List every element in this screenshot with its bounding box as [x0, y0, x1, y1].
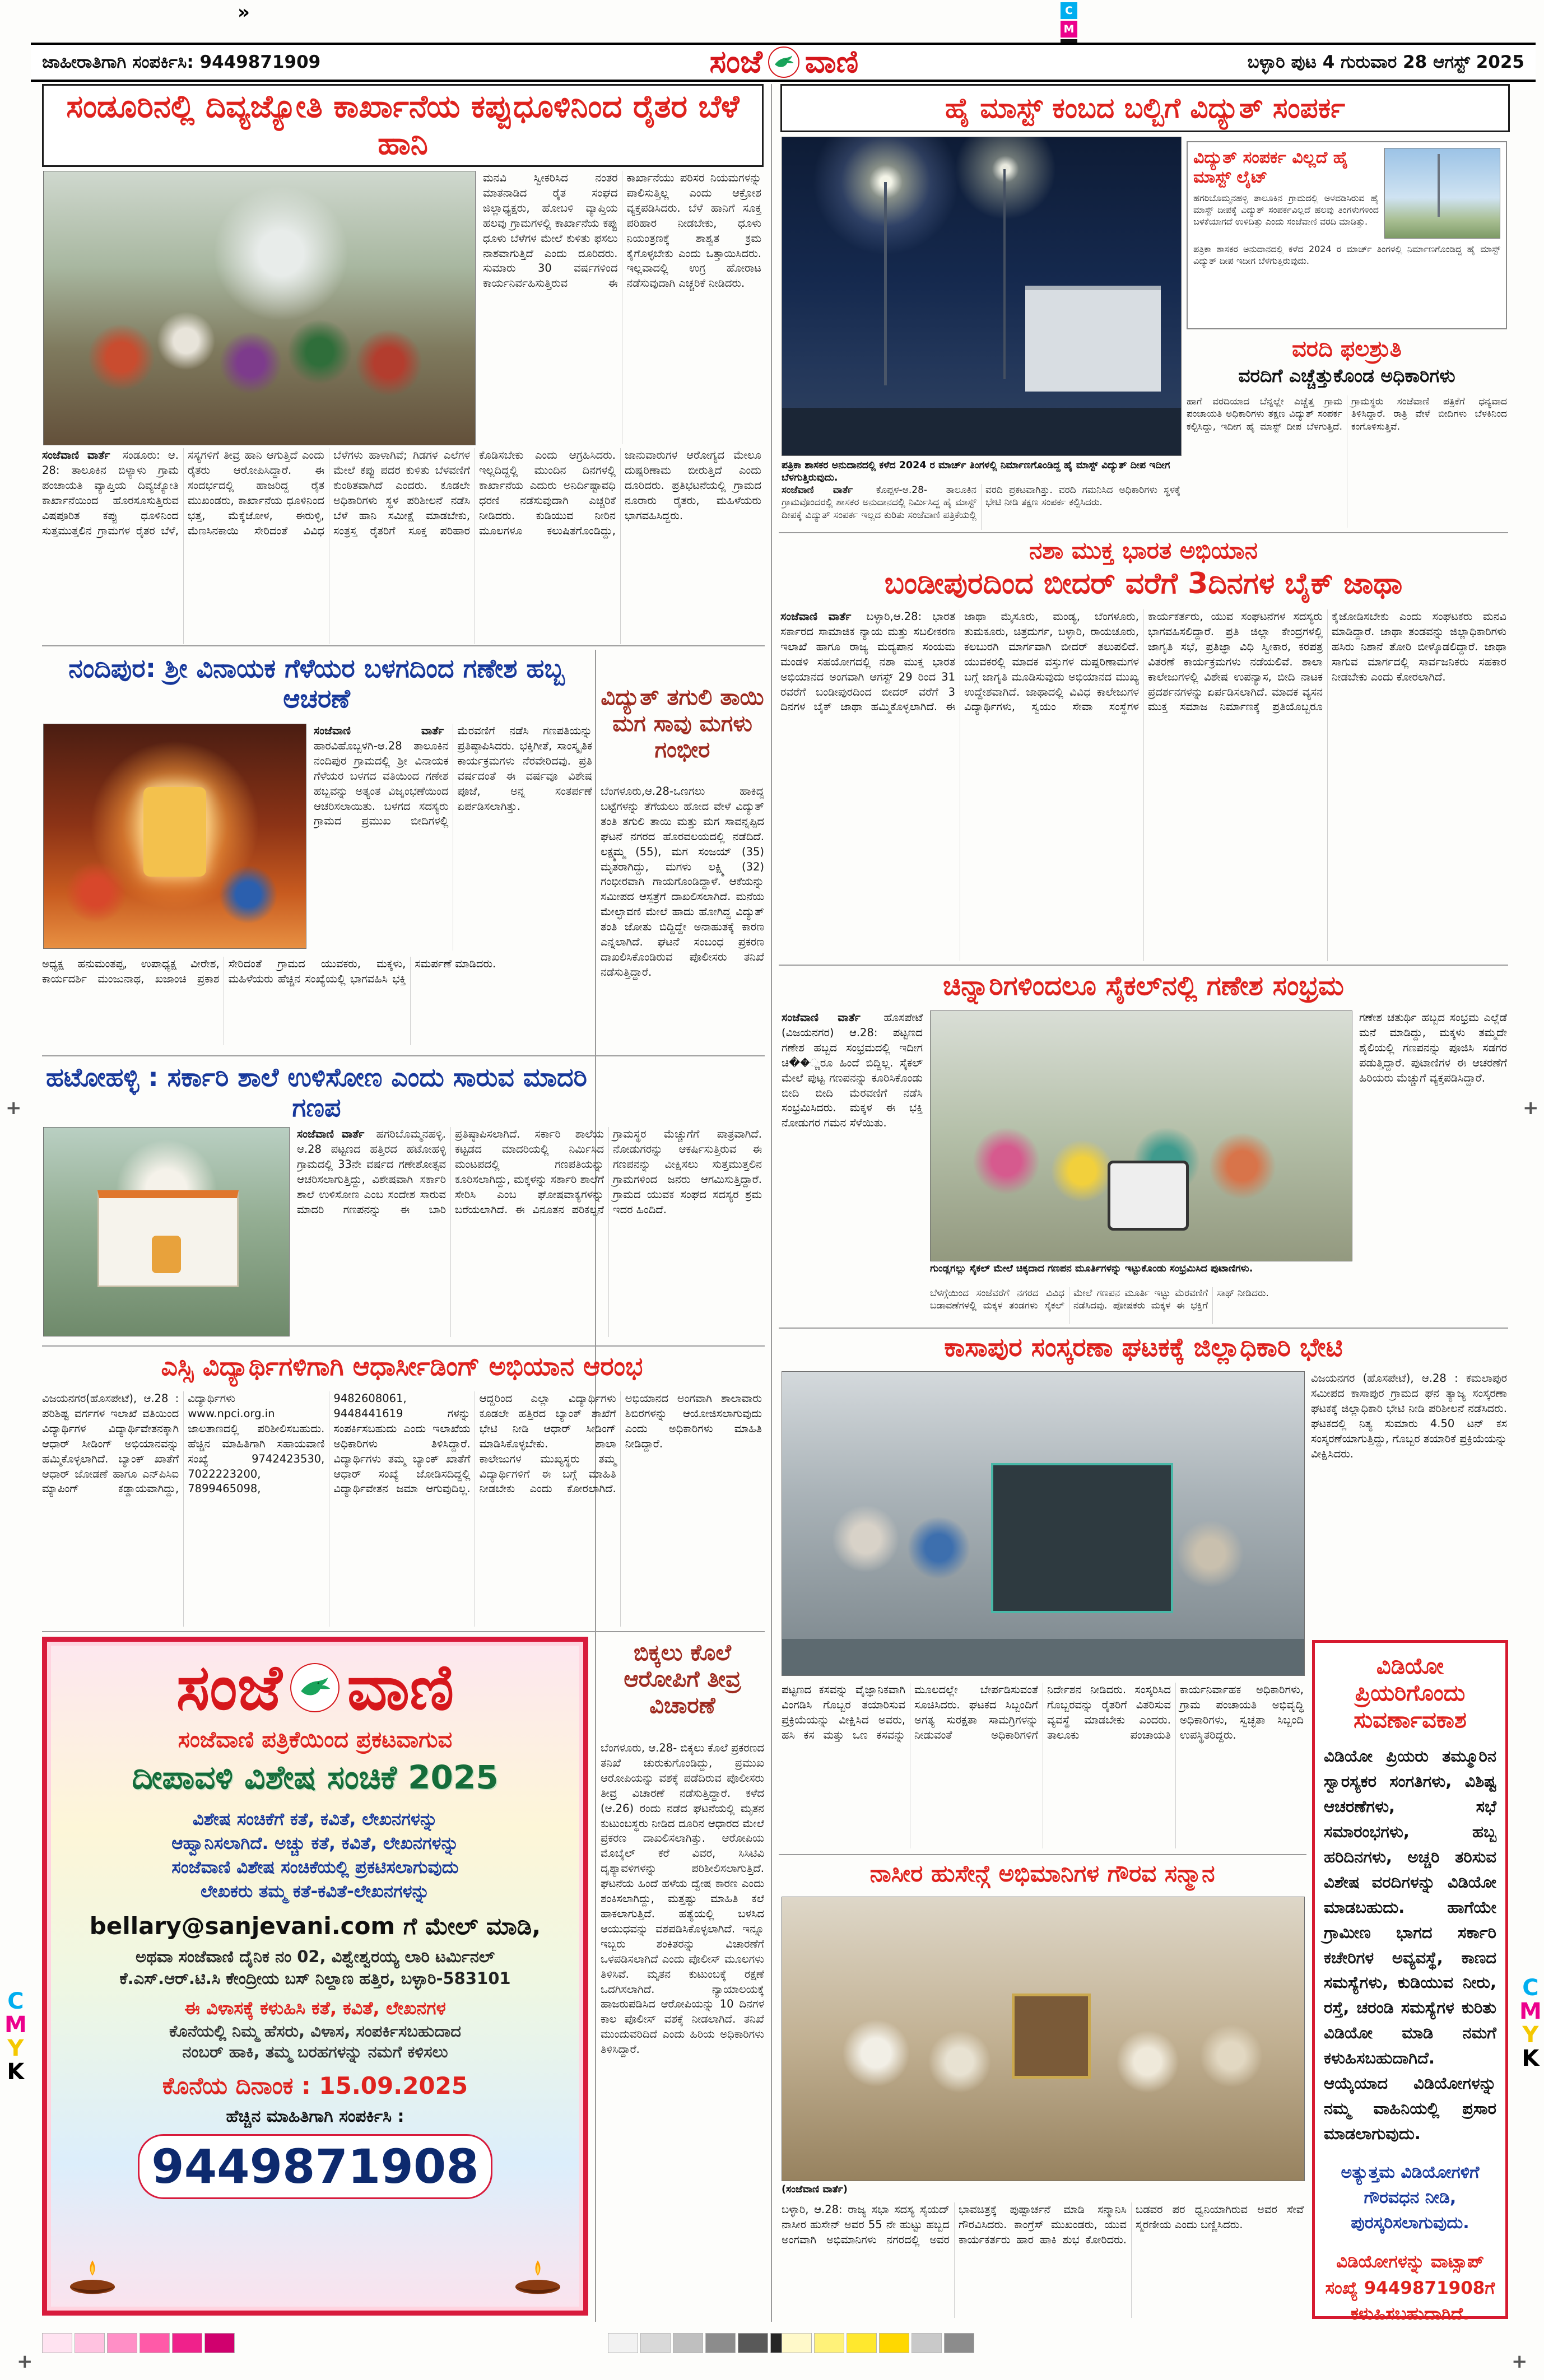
- ad-line: ಆಹ್ವಾನಿಸಲಾಗಿದೆ. ಅಚ್ಚು ಕತೆ, ಕವಿತೆ, ಲೇಖನಗಳನ್ನು: [171, 1833, 459, 1853]
- article-text: ಅಧ್ಯಕ್ಷ ಹನುಮಂತಪ್ಪ, ಉಪಾಧ್ಯಕ್ಷ ವೀರೇಶ, ಕಾರ್ಯದರ್ಶಿ ಮಂಜುನಾಥ, ಖಜಾಂಚಿ ಪ್ರಕಾಶ ಸೇರಿದಂತೆ ಗ್ರಾಮದ ಯುವಕರು, ಮಕ್ಕಳು, ಮಹಿಳೆಯರು ಹೆಚ್ಚಿನ ಸಂಖ್ಯೆಯಲ್ಲಿ ಭಾಗವಹಿಸಿ ಭಕ್ತಿ ಸಮರ್ಪಣೆ ಮಾಡಿದರು.: [42, 957, 496, 985]
- ad-text: ಅತ್ಯುತ್ತಮ ವಿಡಿಯೋಗಳಿಗೆ ಗೌರವಧನ ನೀಡಿ, ಪುರಸ್ಕರಿಸಲಾಗುವುದು.: [1341, 2163, 1480, 2233]
- diya-lamp-icon: [507, 2251, 569, 2299]
- registration-mark: +: [17, 2350, 33, 2373]
- article-text: ಬೆಂಗಳೂರು, ಆ.28- ಬಿಕ್ಕಲು ಕೊಲೆ ಪ್ರಕರಣದ ತನಿಖೆ ಚುರುಕುಗೊಂಡಿದ್ದು, ಪ್ರಮುಖ ಆರೋಪಿಯನ್ನು ವಶಕ್ಕೆ ಪಡೆದಿರುವ ಪೊಲೀಸರು ತೀವ್ರ ವಿಚಾರಣೆ ನಡೆಸುತ್ತಿದ್ದಾರೆ. ಕಳೆದ (ಆ.26) ರಂದು ನಡೆದ ಘಟನೆಯಲ್ಲಿ ಮೃತನ ಕುಟುಂಬಸ್ಥರು ನೀಡಿದ ದೂರಿನ ಆಧಾರದ ಮೇಲೆ ಪ್ರಕರಣ ದಾಖಲಿಸಲಾಗಿತ್ತು. ಆರೋಪಿಯ ಮೊಬೈಲ್ ಕರೆ ವಿವರ, ಸಿಸಿಟಿವಿ ದೃಶ್ಯಾವಳಿಗಳನ್ನು ಪರಿಶೀಲಿಸಲಾಗುತ್ತಿದೆ. ಘಟನೆಯ ಹಿಂದೆ ಹಳೆಯ ದ್ವೇಷ ಕಾರಣ ಎಂದು ಶಂಕಿಸಲಾಗಿದ್ದು, ಮತ್ತಷ್ಟು ಮಾಹಿತಿ ಕಲೆ ಹಾಕಲಾಗುತ್ತಿದೆ. ಹತ್ಯೆಯಲ್ಲಿ ಬಳಸಿದ ಆಯುಧವನ್ನು ವಶಪಡಿಸಿಕೊಳ್ಳಲಾಗಿದೆ. ಇನ್ನೂ ಇಬ್ಬರು ಶಂಕಿತರನ್ನು ವಿಚಾರಣೆಗೆ ಒಳಪಡಿಸಲಾಗಿದೆ ಎಂದು ಪೊಲೀಸ್ ಮೂಲಗಳು ತಿಳಿಸಿವೆ. ಮೃತನ ಕುಟುಂಬಕ್ಕೆ ರಕ್ಷಣೆ ಒದಗಿಸಲಾಗಿದೆ. ನ್ಯಾಯಾಲಯಕ್ಕೆ ಹಾಜರುಪಡಿಸಿದ ಆರೋಪಿಯನ್ನು 10 ದಿನಗಳ ಕಾಲ ಪೊಲೀಸ್ ವಶಕ್ಕೆ ನೀಡಲಾಗಿದೆ. ತನಿಖೆ ಮುಂದುವರಿದಿದೆ ಎಂದು ಹಿರಿಯ ಅಧಿಕಾರಿಗಳು ತಿಳಿಸಿದ್ದಾರೆ.: [601, 1741, 764, 2056]
- advert-contact: ಜಾಹೀರಾತಿಗಾಗಿ ಸಂಪರ್ಕಿಸಿ: 9449871909: [42, 52, 321, 72]
- article-body: [42, 1391, 762, 1627]
- mast-pole: [1003, 169, 1006, 379]
- cyan-mark: C: [1522, 1975, 1539, 2001]
- mast-pole: [1438, 154, 1440, 217]
- inset-text: ಹಗರಿಬೊಮ್ಮನಹಳ್ಳಿ ತಾಲೂಕಿನ ಗ್ರಾಮದಲ್ಲಿ ಅಳವಡಿಸಿರುವ ಹೈ ಮಾಸ್ಟ್ ದೀಪಕ್ಕೆ ವಿದ್ಯುತ್ ಸಂಪರ್ಕವಿಲ್ಲದೆ ಹಲವು ತಿಂಗಳುಗಳಿಂದ ಬಳಕೆಯಾಗದೆ ಉಳಿದಿತ್ತು ಎಂದು ಸಂಜೆವಾಣಿ ವರದಿ ಮಾಡಿತ್ತು.: [1193, 192, 1379, 227]
- article-text: ಪಟ್ಟಣದ ಕಸವನ್ನು ವೈಜ್ಞಾನಿಕವಾಗಿ ವಿಂಗಡಿಸಿ ಗೊಬ್ಬರ ತಯಾರಿಸುವ ಪ್ರಕ್ರಿಯೆಯನ್ನು ವೀಕ್ಷಿಸಿದ ಅವರು, ಹಸಿ ಕಸ ಮತ್ತು ಒಣ ಕಸವನ್ನು ಮೂಲದಲ್ಲೇ ಬೇರ್ಪಡಿಸುವಂತೆ ಸೂಚಿಸಿದರು. ಘಟಕದ ಸಿಬ್ಬಂದಿಗೆ ಅಗತ್ಯ ಸುರಕ್ಷತಾ ಸಾಮಗ್ರಿಗಳನ್ನು ನೀಡುವಂತೆ ಅಧಿಕಾರಿಗಳಿಗೆ ನಿರ್ದೇಶನ ನೀಡಿದರು. ಸಂಸ್ಕರಿಸಿದ ಗೊಬ್ಬರವನ್ನು ರೈತರಿಗೆ ವಿತರಿಸುವ ವ್ಯವಸ್ಥೆ ಮಾಡಬೇಕು ಎಂದರು. ತಾಲೂಕು ಪಂಚಾಯತಿ ಕಾರ್ಯನಿರ್ವಾಹಕ ಅಧಿಕಾರಿಗಳು, ಗ್ರಾಮ ಪಂಚಾಯತಿ ಅಭಿವೃದ್ಧಿ ಅಧಿಕಾರಿಗಳು, ಸ್ವಚ್ಛತಾ ಸಿಬ್ಬಂದಿ ಉಪಸ್ಥಿತರಿದ್ದರು.: [782, 1683, 1304, 1741]
- article-body: [42, 957, 592, 1045]
- ad-line: ದೀಪಾವಳಿ ವಿಶೇಷ ಸಂಚಿಕೆ 2025: [132, 1758, 499, 1796]
- article-headline: ನಶಾ ಮುಕ್ತ ಭಾರತ ಅಭಿಯಾನ: [1029, 537, 1258, 564]
- photo-caption: ಗುಂಡ್ಲಗಲ್ಲು ಸೈಕಲ್ ಮೇಲೆ ಚಿಕ್ಕದಾದ ಗಣಪನ ಮೂರ್ತಿಗಳನ್ನು ಇಟ್ಟುಕೊಂಡು ಸಂಭ್ರಮಿಸಿದ ಪುಟಾಣಿಗಳು.: [930, 1263, 1253, 1274]
- article-headline: ವಿದ್ಯುತ್ ತಗುಲಿ ತಾಯಿ ಮಗ ಸಾವು ಮಗಳು ಗಂಭೀರ: [601, 684, 764, 763]
- black-mark: K: [7, 2059, 25, 2085]
- article-headline: ಎಸ್ಸಿ ವಿದ್ಯಾರ್ಥಿಗಳಿಗಾಗಿ ಆಧಾರ್ಸೀಡಿಂಗ್ ಅಭಿಯಾನ ಆರಂಭ: [161, 1351, 643, 1381]
- article-headline: ಕಾಸಾಪುರ ಸಂಸ್ಕರಣಾ ಘಟಕಕ್ಕೆ ಜಿಲ್ಲಾಧಿಕಾರಿ ಭೇಟಿ: [944, 1332, 1343, 1362]
- result-kicker: ವರದಿ ಫಲಶ್ರುತಿ: [1292, 336, 1402, 362]
- article-text: ಬೆಳಗ್ಗೆಯಿಂದ ಸಂಜೆವರೆಗೆ ನಗರದ ವಿವಿಧ ಬಡಾವಣೆಗಳಲ್ಲಿ ಮಕ್ಕಳ ತಂಡಗಳು ಸೈಕಲ್ ಮೇಲೆ ಗಣಪನ ಮೂರ್ತಿ ಇಟ್ಟು ಮೆರವಣಿಗೆ ನಡೆಸಿದವು. ಪೋಷಕರು ಮಕ್ಕಳ ಈ ಭಕ್ತಿಗೆ ಸಾಥ್ ನೀಡಿದರು.: [930, 1288, 1269, 1312]
- edition-line: ಬಳ್ಳಾರಿ ಪುಟ 4 ಗುರುವಾರ 28 ಆಗಸ್ಟ್ 2025: [1247, 52, 1524, 72]
- dateline: ಸಂಜೆವಾಣಿ ವಾರ್ತೆ: [42, 449, 110, 462]
- magenta-patch: M: [1061, 21, 1077, 38]
- ad-line: ಸಂಜೆವಾಣಿ ಪತ್ರಿಕೆಯಿಂದ ಪ್ರಕಟವಾಗುವ: [178, 1727, 453, 1753]
- himast-night-photo: [782, 137, 1182, 456]
- ad-text: ವಿಡಿಯೋ ಪ್ರಿಯರು ತಮ್ಮೂರಿನ ಸ್ವಾರಸ್ಯಕರ ಸಂಗತಿಗಳು, ವಿಶಿಷ್ಟ ಆಚರಣೆಗಳು, ಸಭೆ ಸಮಾರಂಭಗಳು, ಹಬ್ಬ ಹರಿದಿನಗಳು, ಅಚ್ಚರಿ ತರಿಸುವ ವಿಶೇಷ ವರದಿಗಳನ್ನು ವಿಡಿಯೋ ಮಾಡಬಹುದು. ಹಾಗೆಯೇ ಗ್ರಾಮೀಣ ಭಾಗದ ಸರ್ಕಾರಿ ಕಚೇರಿಗಳ ಅವ್ಯವಸ್ಥೆ, ಕಾಣದ ಸಮಸ್ಯೆಗಳು, ಕುಡಿಯುವ ನೀರು, ರಸ್ತೆ, ಚರಂಡಿ ಸಮಸ್ಯೆಗಳ ಕುರಿತು ವಿಡಿಯೋ ಮಾಡಿ ನಮಗೆ ಕಳುಹಿಸಬಹುದಾಗಿದೆ. ಆಯ್ಕೆಯಾದ ವಿಡಿಯೋಗಳನ್ನು ನಮ್ಮ ವಾಹಿನಿಯಲ್ಲಿ ಪ್ರಸಾರ ಮಾಡಲಾಗುವುದು.: [1324, 1746, 1496, 2144]
- dateline: ಸಂಜೆವಾಣಿ ವಾರ್ತೆ: [314, 724, 444, 737]
- cmyk-ladder-right: [1519, 1976, 1542, 2070]
- registration-mark: +: [6, 1097, 22, 1119]
- photo-caption: (ಸಂಜೆವಾಣಿ ವಾರ್ತೆ): [782, 2184, 848, 2195]
- cycle: [1108, 1161, 1189, 1231]
- article-text: ಹಾಗೆ ವರದಿಯಾದ ಬೆನ್ನಲ್ಲೇ ಎಚ್ಚೆತ್ತ ಗ್ರಾಮ ಪಂಚಾಯತಿ ಅಧಿಕಾರಿಗಳು ತಕ್ಷಣ ವಿದ್ಯುತ್ ಸಂಪರ್ಕ ಕಲ್ಪಿಸಿದ್ದು, ಇದೀಗ ಹೈ ಮಾಸ್ಟ್ ದೀಪ ಬೆಳಗುತ್ತಿದೆ. ಗ್ರಾಮಸ್ಥರು ಸಂಜೆವಾಣಿ ಪತ್ರಿಕೆಗೆ ಧನ್ಯವಾದ ತಿಳಿಸಿದ್ದಾರೆ. ರಾತ್ರಿ ವೇಳೆ ಬೀದಿಗಳು ಬೆಳಕಿನಿಂದ ಕಂಗೊಳಿಸುತ್ತಿವೆ.: [1187, 396, 1507, 432]
- yellow-mark: Y: [7, 2036, 24, 2061]
- ad-brand-left: ಸಂಜೆ: [176, 1651, 282, 1724]
- article-sandur-headline-box: [42, 84, 764, 167]
- divider: [42, 645, 765, 646]
- ad-title: ಸುವರ್ಣಾವಕಾಶ: [1354, 1707, 1467, 1733]
- sandur-protest-photo: [43, 171, 476, 445]
- ad-address: ಅಥವಾ ಸಂಜೆವಾಣಿ ದೈನಿಕ ನಂ 02, ವಿಶ್ವೇಶ್ವರಯ್ಯ ಲಾರಿ ಟರ್ಮಿನಲ್: [135, 1947, 495, 1966]
- ad-title: ವಿಡಿಯೋ ಪ್ರಿಯರಿಗೊಂದು: [1355, 1654, 1466, 1706]
- diya-lamp-icon: [62, 2251, 123, 2299]
- article-body: [601, 1741, 764, 2318]
- article-body: [297, 1127, 762, 1337]
- ad-line: ನಂಬರ್ ಹಾಕಿ, ತಮ್ಮ ಬರಹಗಳನ್ನು ನಮಗೆ ಕಳಿಸಲು: [182, 2042, 448, 2061]
- cycle-kids-photo: [930, 1010, 1352, 1261]
- registration-mark: +: [1523, 1097, 1539, 1119]
- ad-text: ವಿಡಿಯೋಗಳನ್ನು ವಾಟ್ಸಾಪ್ ಸಂಖ್ಯೆ 9449871908ಗೆ ಕಳುಹಿಸಬಹುದಾಗಿದೆ.: [1325, 2252, 1495, 2324]
- ad-line: ಸಂಜೆವಾಣಿ ವಿಶೇಷ ಸಂಚಿಕೆಯಲ್ಲಿ ಪ್ರಕಟಿಸಲಾಗುವುದು: [171, 1857, 459, 1878]
- article-body: [42, 448, 761, 644]
- ad-line: ಕೊನೆಯಲ್ಲಿ ನಿಮ್ಮ ಹೆಸರು, ವಿಳಾಸ, ಸಂಪರ್ಕಿಸಬಹುದಾದ: [169, 2022, 461, 2041]
- article-text: ಗಣೇಶ ಚತುರ್ಥಿ ಹಬ್ಬದ ಸಂಭ್ರಮ ಎಲ್ಲೆಡೆ ಮನೆ ಮಾಡಿದ್ದು, ಮಕ್ಕಳು ತಮ್ಮದೇ ಶೈಲಿಯಲ್ಲಿ ಗಣಪನನ್ನು ಪೂಜಿಸಿ ಸಡಗರ ಪಡುತ್ತಿದ್ದಾರೆ. ಪುಟಾಣಿಗಳ ಈ ಆಚರಣೆಗೆ ಹಿರಿಯರು ಮೆಚ್ಚುಗೆ ವ್ಯಕ್ತಪಡಿಸಿದ್ದಾರೆ.: [1359, 1011, 1507, 1084]
- nandipura-ganesha-photo: [43, 724, 306, 949]
- ground: [782, 408, 1181, 455]
- article-body: [483, 171, 761, 444]
- divider: [42, 1055, 765, 1056]
- article-body: [930, 1287, 1351, 1324]
- dateline: ಸಂಜೆವಾಣಿ ವಾರ್ತೆ: [782, 485, 853, 496]
- inset-headline: ವಿದ್ಯುತ್ ಸಂಪರ್ಕ ವಿಲ್ಲದೆ ಹೈ ಮಾಸ್ಟ್ ಲೈಟ್: [1193, 148, 1348, 188]
- ad-line: ಲೇಖಕರು ತಮ್ಮ ಕತೆ-ಕವಿತೆ-ಲೇಖನಗಳನ್ನು: [201, 1881, 430, 1902]
- divider: [779, 532, 1508, 533]
- calibration-strip-magenta: [42, 2333, 235, 2353]
- divider: [771, 84, 772, 2322]
- ground: [782, 1639, 1304, 1675]
- article-body: [1311, 1371, 1507, 1630]
- divider: [779, 1328, 1508, 1329]
- article-body: [780, 609, 1506, 961]
- photo-caption: ಪತ್ರಿಕಾ ಶಾಸಕರ ಅನುದಾನದಲ್ಲಿ ಕಳೆದ 2024 ರ ಮಾರ್ಚ್ ತಿಂಗಳಲ್ಲಿ ನಿರ್ಮಾಣಗೊಂಡಿದ್ದ ಹೈ ಮಾಸ್ಟ್ ವಿದ್ಯುತ್ ದೀಪ ಇದೀಗ ಬೆಳಗುತ್ತಿರುವುದು.: [782, 460, 1170, 484]
- himast-earlier-report-inset: [1187, 141, 1507, 329]
- calibration-strip-gray: [608, 2333, 801, 2353]
- article-body: [782, 1010, 923, 1323]
- divider: [779, 1854, 1306, 1855]
- article-text: ವಿಜಯನಗರ (ಹೊಸಪೇಟೆ), ಆ.28 : ಕಮಲಾಪುರ ಸಮೀಪದ ಕಾಸಾಪುರ ಗ್ರಾಮದ ಘನ ತ್ಯಾಜ್ಯ ಸಂಸ್ಕರಣಾ ಘಟಕಕ್ಕೆ ಜಿಲ್ಲಾಧಿಕಾರಿ ಭೇಟಿ ನೀಡಿ ಪರಿಶೀಲನೆ ನಡೆಸಿದರು. ಘಟಕದಲ್ಲಿ ನಿತ್ಯ ಸುಮಾರು 4.50 ಟನ್ ಕಸ ಸಂಸ್ಕರಣೆಯಾಗುತ್ತಿದ್ದು, ಗೊಬ್ಬರ ತಯಾರಿಕೆ ಪ್ರಕ್ರಿಯೆಯನ್ನು ವೀಕ್ಷಿಸಿದರು.: [1311, 1372, 1507, 1460]
- article-text: ಹಾರವಿಹೊಬ್ಬಳಗಿ-ಆ.28 ತಾಲೂಕಿನ ನಂದಿಪುರ ಗ್ರಾಮದಲ್ಲಿ ಶ್ರೀ ವಿನಾಯಕ ಗೆಳೆಯರ ಬಳಗದ ವತಿಯಿಂದ ಗಣೇಶ ಹಬ್ಬವನ್ನು ಅತ್ಯಂತ ವಿಜೃಂಭಣೆಯಿಂದ ಆಚರಿಸಲಾಯಿತು. ಬಳಗದ ಸದಸ್ಯರು ಗ್ರಾಮದ ಪ್ರಮುಖ ಬೀದಿಗಳಲ್ಲಿ ಮೆರವಣಿಗೆ ನಡೆಸಿ ಗಣಪತಿಯನ್ನು ಪ್ರತಿಷ್ಠಾಪಿಸಿದರು. ಭಕ್ತಿಗೀತೆ, ಸಾಂಸ್ಕೃತಿಕ ಕಾರ್ಯಕ್ರಮಗಳು ನೆರವೇರಿದವು. ಪ್ರತಿ ವರ್ಷದಂತೆ ಈ ವರ್ಷವೂ ವಿಶೇಷ ಪೂಜೆ, ಅನ್ನ ಸಂತರ್ಪಣೆ ಏರ್ಪಡಿಸಲಾಗಿತ್ತು.: [314, 724, 592, 828]
- ad-line: ವಿಶೇಷ ಸಂಚಿಕೆಗೆ ಕತೆ, ಕವಿತೆ, ಲೇಖನಗಳನ್ನು: [192, 1809, 438, 1829]
- masthead: [710, 44, 859, 81]
- article-headline: ಬಿಕ್ಕಲು ಕೊಲೆ ಆರೋಪಿಗೆ ತೀವ್ರ ವಿಚಾರಣೆ: [624, 1640, 741, 1719]
- cyan-mark: C: [7, 1988, 24, 2014]
- hatohalli-ganapa-photo: [43, 1127, 290, 1336]
- divider: [42, 1631, 765, 1632]
- article-headline: ನಾಸೀರ ಹುಸೇನ್ಗೆ ಅಭಿಮಾನಿಗಳ ಗೌರವ ಸನ್ಮಾನ: [869, 1860, 1215, 1887]
- masthead-right: ವಾಣಿ: [804, 44, 859, 80]
- article-text: ಹೊಸಪೇಟೆ (ವಿಜಯನಗರ) ಆ.28: ಪಟ್ಟಣದ ಗಣೇಶ ಹಬ್ಬದ ಸಂಭ್ರಮದಲ್ಲಿ ಇದೀಗ ಚಿ��್ಣರೂ ಹಿಂದೆ ಬಿದ್ದಿಲ್ಲ. ಸೈಕಲ್ ಮೇಲೆ ಪುಟ್ಟ ಗಣಪನನ್ನು ಕೂರಿಸಿಕೊಂಡು ಬೀದಿ ಬೀದಿ ಮೆರವಣಿಗೆ ನಡೆಸಿ ಸಂಭ್ರಮಿಸಿದರು. ಮಕ್ಕಳ ಈ ಭಕ್ತಿ ನೋಡುಗರ ಗಮನ ಸೆಳೆಯಿತು.: [782, 1011, 923, 1130]
- magenta-mark: M: [1519, 1999, 1542, 2024]
- ad-address: ಕೆ.ಎಸ್.ಆರ್.ಟಿ.ಸಿ ಕೇಂದ್ರೀಯ ಬಸ್ ನಿಲ್ದಾಣ ಹತ್ತಿರ, ಬಳ್ಳಾರಿ-583101: [119, 1969, 511, 1988]
- article-headline: ಬಂಡೀಪುರದಿಂದ ಬೀದರ್ ವರೆಗೆ 3ದಿನಗಳ ಬೈಕ್ ಜಾಥಾ: [884, 567, 1403, 600]
- video-ad: [1312, 1640, 1508, 2324]
- article-text: ಬಳ್ಳಾರಿ,ಆ.28: ಭಾರತ ಸರ್ಕಾರದ ಸಾಮಾಜಿಕ ನ್ಯಾಯ ಮತ್ತು ಸಬಲೀಕರಣ ಇಲಾಖೆ ಹಾಗೂ ರಾಜ್ಯ ಮದ್ಯಪಾನ ಸಂಯಮ ಮಂಡಳಿ ಸಹಯೋಗದಲ್ಲಿ ನಶಾ ಮುಕ್ತ ಭಾರತ ಅಭಿಯಾನದ ಅಂಗವಾಗಿ ಆಗಸ್ಟ್ 29 ರಿಂದ 31 ರವರೆಗೆ ಬಂಡೀಪುರದಿಂದ ಬೀದರ್ ವರೆಗೆ 3 ದಿನಗಳ ಬೈಕ್ ಜಾಥಾ ಹಮ್ಮಿಕೊಳ್ಳಲಾಗಿದೆ. ಈ ಜಾಥಾ ಮೈಸೂರು, ಮಂಡ್ಯ, ಬೆಂಗಳೂರು, ತುಮಕೂರು, ಚಿತ್ರದುರ್ಗ, ಬಳ್ಳಾರಿ, ರಾಯಚೂರು, ಕಲಬುರಗಿ ಮಾರ್ಗವಾಗಿ ಬೀದರ್ ತಲುಪಲಿದೆ. ಯುವಕರಲ್ಲಿ ಮಾದಕ ವಸ್ತುಗಳ ದುಷ್ಪರಿಣಾಮಗಳ ಬಗ್ಗೆ ಜಾಗೃತಿ ಮೂಡಿಸುವುದು ಅಭಿಯಾನದ ಮುಖ್ಯ ಉದ್ದೇಶವಾಗಿದೆ. ಜಾಥಾದಲ್ಲಿ ವಿವಿಧ ಕಾಲೇಜುಗಳ ವಿದ್ಯಾರ್ಥಿಗಳು, ಸ್ವಯಂ ಸೇವಾ ಸಂಸ್ಥೆಗಳ ಕಾರ್ಯಕರ್ತರು, ಯುವ ಸಂಘಟನೆಗಳ ಸದಸ್ಯರು ಭಾಗವಹಿಸಲಿದ್ದಾರೆ. ಪ್ರತಿ ಜಿಲ್ಲಾ ಕೇಂದ್ರಗಳಲ್ಲಿ ಜಾಗೃತಿ ಸಭೆ, ಪ್ರತಿಜ್ಞಾ ವಿಧಿ ಸ್ವೀಕಾರ, ಕರಪತ್ರ ವಿತರಣೆ ಕಾರ್ಯಕ್ರಮಗಳು ನಡೆಯಲಿವೆ. ಶಾಲಾ ಕಾಲೇಜುಗಳಲ್ಲಿ ವಿಶೇಷ ಉಪನ್ಯಾಸ, ಬೀದಿ ನಾಟಕ ಪ್ರದರ್ಶನಗಳನ್ನು ಏರ್ಪಡಿಸಲಾಗಿದೆ. ಮಾದಕ ವ್ಯಸನ ಮುಕ್ತ ಸಮಾಜ ನಿರ್ಮಾಣಕ್ಕೆ ಪ್ರತಿಯೊಬ್ಬರೂ ಕೈಜೋಡಿಸಬೇಕು ಎಂದು ಸಂಘಟಕರು ಮನವಿ ಮಾಡಿದ್ದಾರೆ. ಜಾಥಾ ತಂಡವನ್ನು ಜಿಲ್ಲಾಧಿಕಾರಿಗಳು ಹಸಿರು ನಿಶಾನೆ ತೋರಿ ಬೀಳ್ಕೊಡಲಿದ್ದಾರೆ. ಜಾಥಾ ಸಾಗುವ ಮಾರ್ಗದಲ್ಲಿ ಸಾರ್ವಜನಿಕರು ಸಹಕಾರ ನೀಡಬೇಕು ಎಂದು ಕೋರಲಾಗಿದೆ.: [780, 610, 1506, 714]
- article-headline: ಹೈ ಮಾಸ್ಟ್ ಕಂಬದ ಬಲ್ಬಿಗೆ ವಿದ್ಯುತ್ ಸಂಪರ್ಕ: [945, 91, 1346, 124]
- article-text: ಬಳ್ಳಾರಿ, ಆ.28: ರಾಜ್ಯ ಸಭಾ ಸದಸ್ಯ ಸೈಯದ್ ನಾಸೀರ ಹುಸೇನ್ ಅವರ 55 ನೇ ಹುಟ್ಟು ಹಬ್ಬದ ಅಂಗವಾಗಿ ಅಭಿಮಾನಿಗಳು ನಗರದಲ್ಲಿ ಅವರ ಭಾವಚಿತ್ರಕ್ಕೆ ಪುಷ್ಪಾರ್ಚನೆ ಮಾಡಿ ಸನ್ಮಾನಿಸಿ ಗೌರವಿಸಿದರು. ಕಾಂಗ್ರೆಸ್ ಮುಖಂಡರು, ಯುವ ಕಾರ್ಯಕರ್ತರು ಹಾರ ಹಾಕಿ ಶುಭ ಕೋರಿದರು. ಬಡವರ ಪರ ಧ್ವನಿಯಾಗಿರುವ ಅವರ ಸೇವೆ ಸ್ಮರಣೀಯ ಎಂದು ಬಣ್ಣಿಸಿದರು.: [782, 2203, 1304, 2246]
- mast-pole: [884, 182, 887, 386]
- magenta-mark: M: [4, 2012, 27, 2038]
- article-headline: ಹಟೋಹಳ್ಳಿ : ಸರ್ಕಾರಿ ಶಾಲೆ ಉಳಿಸೋಣ ಎಂದು ಸಾರುವ ಮಾದರಿ ಗಣಪ: [46, 1062, 587, 1123]
- nasir-felicitation-photo: [782, 1897, 1305, 2181]
- cyan-patch: C: [1061, 2, 1077, 19]
- dove-icon: [768, 46, 799, 78]
- building: [1025, 286, 1161, 392]
- print-mark-arrow: »: [238, 1, 248, 24]
- black-mark: K: [1522, 2046, 1540, 2071]
- dove-icon: [290, 1663, 340, 1712]
- ganesha-idol: [143, 787, 206, 877]
- article-headline: ಸಂಡೂರಿನಲ್ಲಿ ದಿವ್ಯಜ್ಯೋತಿ ಕಾರ್ಖಾನೆಯ ಕಪ್ಪುಧೂಳಿನಿಂದ ರೈತರ ಬೆಳೆ ಹಾನಿ: [66, 88, 740, 162]
- article-text: ವಿಜಯನಗರ(ಹೊಸಪೇಟೆ), ಆ.28 : ಪರಿಶಿಷ್ಟ ವರ್ಗಗಳ ಇಲಾಖೆ ವತಿಯಿಂದ ವಿದ್ಯಾರ್ಥಿಗಳ ವಿದ್ಯಾರ್ಥಿವೇತನಕ್ಕಾಗಿ ಆಧಾರ್ ಸೀಡಿಂಗ್ ಅಭಿಯಾನವನ್ನು ಹಮ್ಮಿಕೊಳ್ಳಲಾಗಿದೆ. ಬ್ಯಾಂಕ್ ಖಾತೆಗೆ ಆಧಾರ್ ಜೋಡಣೆ ಹಾಗೂ ಎನ್‌ಪಿಸಿಐ ಮ್ಯಾಪಿಂಗ್ ಕಡ್ಡಾಯವಾಗಿದ್ದು, ವಿದ್ಯಾರ್ಥಿಗಳು www.npci.org.in ಜಾಲತಾಣದಲ್ಲಿ ಪರಿಶೀಲಿಸಬಹುದು. ಹೆಚ್ಚಿನ ಮಾಹಿತಿಗಾಗಿ ಸಹಾಯವಾಣಿ ಸಂಖ್ಯೆ 9742423530, 7022223200, 7899465098, 9482608061, 9448441619 ಗಳನ್ನು ಸಂಪರ್ಕಿಸಬಹುದು ಎಂದು ಇಲಾಖೆಯ ಅಧಿಕಾರಿಗಳು ತಿಳಿಸಿದ್ದಾರೆ. ವಿದ್ಯಾರ್ಥಿಗಳು ತಮ್ಮ ಬ್ಯಾಂಕ್ ಖಾತೆಗೆ ಆಧಾರ್ ಸಂಖ್ಯೆ ಜೋಡಿಸದಿದ್ದಲ್ಲಿ ವಿದ್ಯಾರ್ಥಿವೇತನ ಜಮಾ ಆಗುವುದಿಲ್ಲ. ಆದ್ದರಿಂದ ಎಲ್ಲಾ ವಿದ್ಯಾರ್ಥಿಗಳು ಕೂಡಲೇ ಹತ್ತಿರದ ಬ್ಯಾಂಕ್ ಶಾಖೆಗೆ ಭೇಟಿ ನೀಡಿ ಆಧಾರ್ ಸೀಡಿಂಗ್ ಮಾಡಿಸಿಕೊಳ್ಳಬೇಕು. ಶಾಲಾ ಕಾಲೇಜುಗಳ ಮುಖ್ಯಸ್ಥರು ತಮ್ಮ ವಿದ್ಯಾರ್ಥಿಗಳಿಗೆ ಈ ಬಗ್ಗೆ ಮಾಹಿತಿ ನೀಡಬೇಕು ಎಂದು ಕೋರಲಾಗಿದೆ. ಅಭಿಯಾನದ ಅಂಗವಾಗಿ ಶಾಲಾವಾರು ಶಿಬಿರಗಳನ್ನು ಆಯೋಜಿಸಲಾಗುವುದು ಎಂದು ಅಧಿಕಾರಿಗಳು ಮಾಹಿತಿ ನೀಡಿದ್ದಾರೆ.: [42, 1392, 762, 1496]
- yellow-mark: Y: [1522, 2022, 1539, 2048]
- divider: [42, 1345, 765, 1347]
- processing-machine: [991, 1463, 1173, 1613]
- page-header: [31, 43, 1536, 82]
- dateline: ಸಂಜೆವಾಣಿ ವಾರ್ತೆ: [782, 1011, 861, 1024]
- masthead-left: ಸಂಜೆ: [709, 44, 762, 80]
- dateline: ಸಂಜೆವಾಣಿ ವಾರ್ತೆ: [780, 610, 852, 623]
- article-body: [601, 784, 764, 1046]
- article-body: [782, 2202, 1304, 2318]
- article-text: ಬೆಂಗಳೂರು,ಆ.28-ಒಣಗಲು ಹಾಕಿದ್ದ ಬಟ್ಟೆಗಳನ್ನು ತೆಗೆಯಲು ಹೋದ ವೇಳೆ ವಿದ್ಯುತ್ ತಂತಿ ತಗುಲಿ ತಾಯಿ ಮತ್ತು ಮಗ ಸಾವನ್ನಪ್ಪಿದ ಘಟನೆ ನಗರದ ಹೊರವಲಯದಲ್ಲಿ ನಡೆದಿದೆ. ಲಕ್ಷ್ಮಮ್ಮ (55), ಮಗ ಸಂಜಯ್ (35) ಮೃತರಾಗಿದ್ದು, ಮಗಳು ಲಕ್ಷ್ಮಿ (32) ಗಂಭೀರವಾಗಿ ಗಾಯಗೊಂಡಿದ್ದಾಳೆ. ಆಕೆಯನ್ನು ಸಮೀಪದ ಆಸ್ಪತ್ರೆಗೆ ದಾಖಲಿಸಲಾಗಿದೆ. ಮನೆಯ ಮೇಲ್ಛಾವಣಿ ಮೇಲೆ ಹಾದು ಹೋಗಿದ್ದ ವಿದ್ಯುತ್ ತಂತಿ ಜೋತು ಬಿದ್ದಿದ್ದೇ ಅನಾಹುತಕ್ಕೆ ಕಾರಣ ಎನ್ನಲಾಗಿದೆ. ಘಟನೆ ಸಂಬಂಧ ಪ್ರಕರಣ ದಾಖಲಿಸಿಕೊಂಡಿರುವ ಪೊಲೀಸರು ತನಿಖೆ ನಡೆಸುತ್ತಿದ್ದಾರೆ.: [601, 785, 764, 979]
- portrait-frame: [1012, 1994, 1090, 2079]
- special-issue-ad: [42, 1637, 588, 2316]
- ad-email-line: bellary@sanjevani.com ಗೆ ಮೇಲ್ ಮಾಡಿ,: [89, 1912, 541, 1940]
- registration-mark: +: [1512, 2350, 1528, 2373]
- article-headline: ನಂದಿಪುರ: ಶ್ರೀ ವಿನಾಯಕ ಗೆಳೆಯರ ಬಳಗದಿಂದ ಗಣೇಶ ಹಬ್ಬ ಆಚರಣೆ: [68, 653, 565, 714]
- ad-brand: [64, 1651, 566, 1724]
- article-himast-headline-box: [780, 84, 1510, 132]
- ad-contact-label: ಹೆಚ್ಚಿನ ಮಾಹಿತಿಗಾಗಿ ಸಂಪರ್ಕಿಸಿ :: [226, 2107, 404, 2126]
- article-body: [314, 724, 592, 951]
- inset-text: ಪತ್ರಿಕಾ ಶಾಸಕರ ಅನುದಾನದಲ್ಲಿ ಕಳೆದ 2024 ರ ಮಾರ್ಚ್ ತಿಂಗಳಲ್ಲಿ ನಿರ್ಮಾಣಗೊಂಡಿದ್ದ ಹೈ ಮಾಸ್ಟ್ ವಿದ್ಯುತ್ ದೀಪ ಇದೀಗ ಬೆಳಗುತ್ತಿರುವುದು.: [1193, 244, 1500, 267]
- article-body: [1187, 395, 1507, 528]
- article-text: ಸಂಡೂರು: ಆ. 28: ತಾಲೂಕಿನ ಬಿಳ್ಯಾಳು ಗ್ರಾಮ ಪಂಚಾಯತಿ ವ್ಯಾಪ್ತಿಯ ದಿವ್ಯಜ್ಯೋತಿ ಕಾರ್ಖಾನೆಯಿಂದ ಹೊರಸೂಸುತ್ತಿರುವ ವಿಷಪೂರಿತ ಕಪ್ಪು ಧೂಳಿನಿಂದ ಸುತ್ತಮುತ್ತಲಿನ ಗ್ರಾಮಗಳ ರೈತರ ಬೆಳೆ, ಸಸ್ಯಗಳಿಗೆ ತೀವ್ರ ಹಾನಿ ಆಗುತ್ತಿದೆ ಎಂದು ರೈತರು ಆರೋಪಿಸಿದ್ದಾರೆ.: [42, 449, 324, 537]
- ad-phone: 9449871908: [138, 2134, 493, 2199]
- ad-deadline: ಕೊನೆಯ ದಿನಾಂಕ : 15.09.2025: [162, 2072, 468, 2099]
- calibration-strip-yellow: [782, 2333, 974, 2353]
- himast-day-photo: [1384, 148, 1500, 239]
- cmyk-ladder-left: [4, 1990, 27, 2084]
- kasapura-plant-photo: [782, 1371, 1305, 1676]
- article-body: [782, 1683, 1304, 1848]
- article-body: [782, 484, 1180, 530]
- result-subhead: ವರದಿಗೆ ಎಚ್ಚೆತ್ತುಕೊಂಡ ಅಧಿಕಾರಿಗಳು: [1238, 365, 1455, 386]
- ganesha-idol: [152, 1236, 182, 1273]
- dateline: ಸಂಜೆವಾಣಿ ವಾರ್ತೆ: [297, 1128, 365, 1140]
- divider: [779, 965, 1508, 966]
- article-text: ಈ ಸಂದರ್ಭದಲ್ಲಿ ಹಾಜರಿದ್ದ ರೈತ ಮುಖಂಡರು, ಕಾರ್ಖಾನೆಯ ಧೂಳಿನಿಂದ ಭತ್ತ, ಮೆಕ್ಕೆಜೋಳ, ಈರುಳ್ಳಿ, ಮೆಣಸಿನಕಾಯಿ ಸೇರಿದಂತೆ ವಿವಿಧ ಬೆಳೆಗಳು ಹಾಳಾಗಿವೆ; ಗಿಡಗಳ ಎಲೆಗಳ ಮೇಲೆ ಕಪ್ಪು ಪದರ ಕುಳಿತು ಬೆಳವಣಿಗೆ ಕುಂಠಿತವಾಗಿದೆ ಎಂದರು. ಕೂಡಲೇ ಅಧಿಕಾರಿಗಳು ಸ್ಥಳ ಪರಿಶೀಲನೆ ನಡೆಸಿ ಬೆಳೆ ಹಾನಿ ಸಮೀಕ್ಷೆ ಮಾಡಬೇಕು, ಸಂತ್ರಸ್ತ ರೈತರಿಗೆ ಸೂಕ್ತ ಪರಿಹಾರ ಕೊಡಿಸಬೇಕು ಎಂದು ಆಗ್ರಹಿಸಿದರು. ಇಲ್ಲದಿದ್ದಲ್ಲಿ ಮುಂದಿನ ದಿನಗಳಲ್ಲಿ ಕಾರ್ಖಾನೆಯ ಎದುರು ಅನಿರ್ದಿಷ್ಟಾವಧಿ ಧರಣಿ ನಡೆಸುವುದಾಗಿ ಎಚ್ಚರಿಕೆ ನೀಡಿದರು. ಕುಡಿಯುವ ನೀರಿನ ಮೂಲಗಳೂ ಕಲುಷಿತಗೊಂಡಿದ್ದು, ಜಾನುವಾರುಗಳ ಆರೋಗ್ಯದ ಮೇಲೂ ದುಷ್ಪರಿಣಾಮ ಬೀರುತ್ತಿದೆ ಎಂದು ದೂರಿದರು. ಪ್ರತಿಭಟನೆಯಲ್ಲಿ ಗ್ರಾಮದ ನೂರಾರು ರೈತರು, ಮಹಿಳೆಯರು ಭಾಗವಹಿಸಿದ್ದರು.: [188, 449, 761, 537]
- article-text: ಹಗರಿಬೊಮ್ಮನಹಳ್ಳಿ. ಆ.28 ಪಟ್ಟಣದ ಹತ್ತಿರದ ಹಟೋಹಳ್ಳಿ ಗ್ರಾಮದಲ್ಲಿ 33ನೇ ವರ್ಷದ ಗಣೇಶೋತ್ಸವ ಆಚರಿಸಲಾಗುತ್ತಿದ್ದು, ವಿಶೇಷವಾಗಿ ಸರ್ಕಾರಿ ಶಾಲೆ ಉಳಿಸೋಣ ಎಂಬ ಸಂದೇಶ ಸಾರುವ ಮಾದರಿ ಗಣಪನನ್ನು ಈ ಬಾರಿ ಪ್ರತಿಷ್ಠಾಪಿಸಲಾಗಿದೆ. ಸರ್ಕಾರಿ ಶಾಲೆಯ ಕಟ್ಟಡದ ಮಾದರಿಯಲ್ಲಿ ನಿರ್ಮಿಸಿದ ಮಂಟಪದಲ್ಲಿ ಗಣಪತಿಯನ್ನು ಕೂರಿಸಲಾಗಿದ್ದು, ಮಕ್ಕಳನ್ನು ಸರ್ಕಾರಿ ಶಾಲೆಗೆ ಸೇರಿಸಿ ಎಂಬ ಘೋಷವಾಕ್ಯಗಳನ್ನು ಬರೆಯಲಾಗಿದೆ. ಈ ವಿನೂತನ ಪರಿಕಲ್ಪನೆ ಗ್ರಾಮಸ್ಥರ ಮೆಚ್ಚುಗೆಗೆ ಪಾತ್ರವಾಗಿದೆ. ನೋಡುಗರನ್ನು ಆಕರ್ಷಿಸುತ್ತಿರುವ ಈ ಗಣಪನನ್ನು ವೀಕ್ಷಿಸಲು ಸುತ್ತಮುತ್ತಲಿನ ಗ್ರಾಮಗಳಿಂದ ಜನರು ಆಗಮಿಸುತ್ತಿದ್ದಾರೆ. ಗ್ರಾಮದ ಯುವಕ ಸಂಘದ ಸದಸ್ಯರ ಶ್ರಮ ಇದರ ಹಿಂದಿದೆ.: [297, 1128, 762, 1216]
- ad-brand-right: ವಾಣಿ: [347, 1651, 454, 1724]
- article-text: ಕೊಪ್ಪಳ-ಆ.28- ತಾಲೂಕಿನ ಗ್ರಾಮವೊಂದರಲ್ಲಿ ಶಾಸಕರ ಅನುದಾನದಲ್ಲಿ ನಿರ್ಮಿಸಿದ್ದ ಹೈ ಮಾಸ್ಟ್ ದೀಪಕ್ಕೆ ವಿದ್ಯುತ್ ಸಂಪರ್ಕ ಇಲ್ಲದ ಕುರಿತು ಸಂಜೆವಾಣಿ ಪತ್ರಿಕೆಯಲ್ಲಿ ವರದಿ ಪ್ರಕಟವಾಗಿತ್ತು. ವರದಿ ಗಮನಿಸಿದ ಅಧಿಕಾರಿಗಳು ಸ್ಥಳಕ್ಕೆ ಭೇಟಿ ನೀಡಿ ತಕ್ಷಣ ಸಂಪರ್ಕ ಕಲ್ಪಿಸಿದರು.: [782, 485, 1180, 521]
- ad-line: ಈ ವಿಳಾಸಕ್ಕೆ ಕಳುಹಿಸಿ ಕತೆ, ಕವಿತೆ, ಲೇಖನಗಳ: [184, 1997, 446, 2019]
- article-headline: ಚಿನ್ನಾರಿಗಳಿಂದಲೂ ಸೈಕಲ್‌ನಲ್ಲಿ ಗಣೇಶ ಸಂಭ್ರಮ: [943, 970, 1344, 1002]
- article-text: ಮನವಿ ಸ್ವೀಕರಿಸಿದ ನಂತರ ಮಾತನಾಡಿದ ರೈತ ಸಂಘದ ಜಿಲ್ಲಾಧ್ಯಕ್ಷರು, ಹೋಬಳಿ ವ್ಯಾಪ್ತಿಯ ಹಲವು ಗ್ರಾಮಗಳಲ್ಲಿ ಕಾರ್ಖಾನೆಯ ಕಪ್ಪು ಧೂಳು ಬೆಳೆಗಳ ಮೇಲೆ ಕುಳಿತು ಫಸಲು ನಾಶವಾಗುತ್ತಿದೆ ಎಂದು ದೂರಿದರು. ಸುಮಾರು 30 ವರ್ಷಗಳಿಂದ ಕಾರ್ಯನಿರ್ವಹಿಸುತ್ತಿರುವ ಈ ಕಾರ್ಖಾನೆಯು ಪರಿಸರ ನಿಯಮಗಳನ್ನು ಪಾಲಿಸುತ್ತಿಲ್ಲ ಎಂದು ಆಕ್ರೋಶ ವ್ಯಕ್ತಪಡಿಸಿದರು. ಬೆಳೆ ಹಾನಿಗೆ ಸೂಕ್ತ ಪರಿಹಾರ ನೀಡಬೇಕು, ಧೂಳು ನಿಯಂತ್ರಣಕ್ಕೆ ಶಾಶ್ವತ ಕ್ರಮ ಕೈಗೊಳ್ಳಬೇಕು ಎಂದು ಒತ್ತಾಯಿಸಿದರು. ಇಲ್ಲವಾದಲ್ಲಿ ಉಗ್ರ ಹೋರಾಟ ನಡೆಸುವುದಾಗಿ ಎಚ್ಚರಿಕೆ ನೀಡಿದರು.: [483, 171, 761, 290]
- article-body: [1359, 1010, 1507, 1323]
